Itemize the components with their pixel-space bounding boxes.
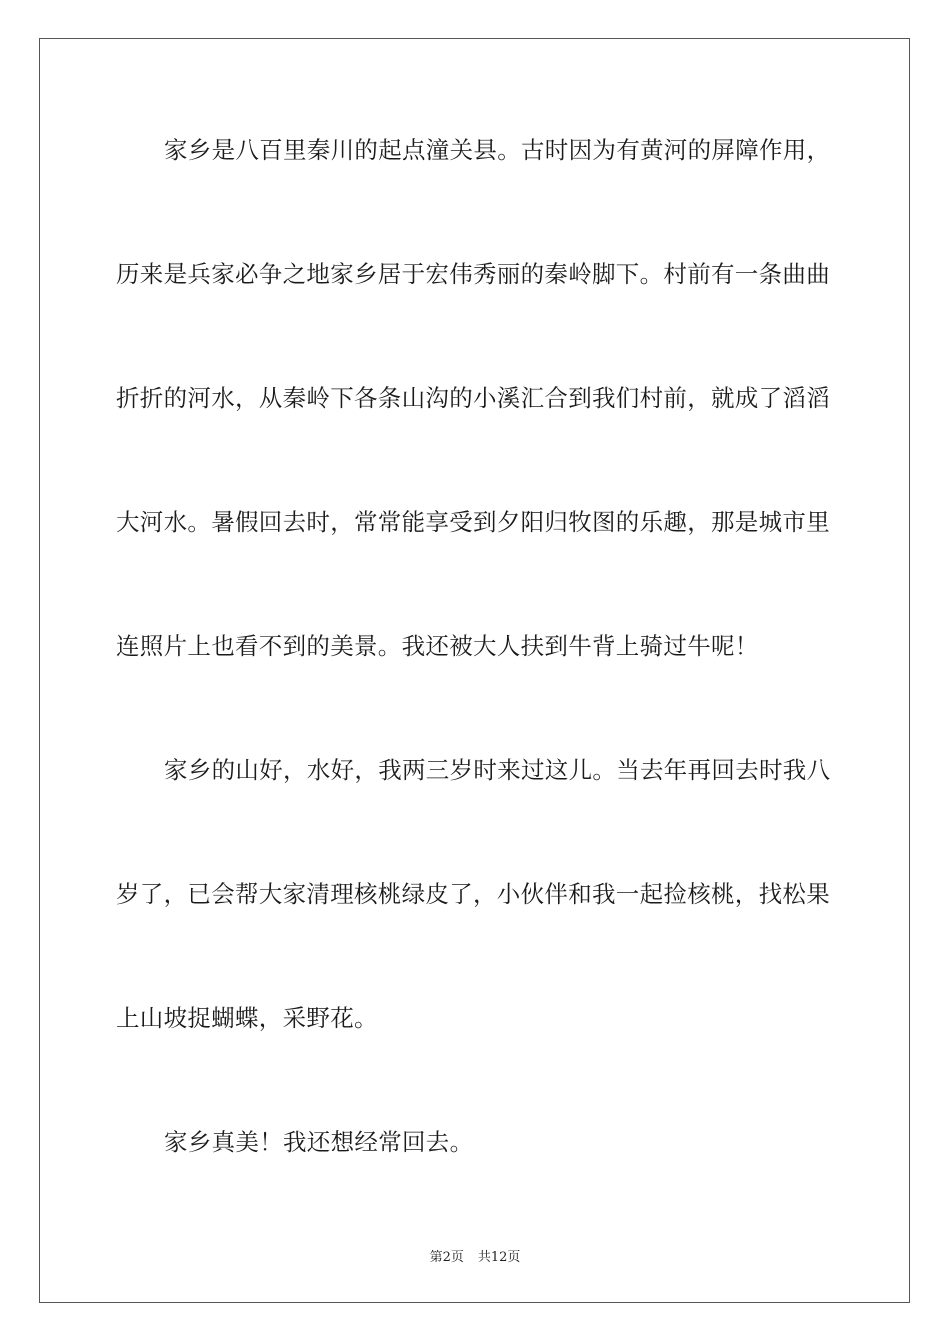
paragraph-3-line-1: 家乡真美！我还想经常回去。 (164, 1128, 474, 1156)
paragraph-1-line-2: 历来是兵家必争之地家乡居于宏伟秀丽的秦岭脚下。村前有一条曲曲 (116, 260, 830, 288)
paragraph-2-line-3: 上山坡捉蝴蝶，采野花。 (116, 1004, 378, 1032)
page-border (39, 38, 910, 1303)
paragraph-2-line-2: 岁了，已会帮大家清理核桃绿皮了，小伙伴和我一起捡核桃，找松果 (116, 880, 830, 908)
page-total: 共12页 (477, 1250, 521, 1265)
page-number: 第2页 (429, 1250, 464, 1265)
paragraph-1-line-4: 大河水。暑假回去时，常常能享受到夕阳归牧图的乐趣，那是城市里 (116, 508, 830, 536)
paragraph-1-line-5: 连照片上也看不到的美景。我还被大人扶到牛背上骑过牛呢！ (116, 632, 759, 660)
paragraph-2-line-1: 家乡的山好，水好，我两三岁时来过这儿。当去年再回去时我八 (164, 756, 831, 784)
paragraph-1-line-3: 折折的河水，从秦岭下各条山沟的小溪汇合到我们村前，就成了滔滔 (116, 384, 830, 412)
paragraph-1-line-1: 家乡是八百里秦川的起点潼关县。古时因为有黄河的屏障作用， (164, 136, 831, 164)
page-footer (0, 1246, 950, 1265)
